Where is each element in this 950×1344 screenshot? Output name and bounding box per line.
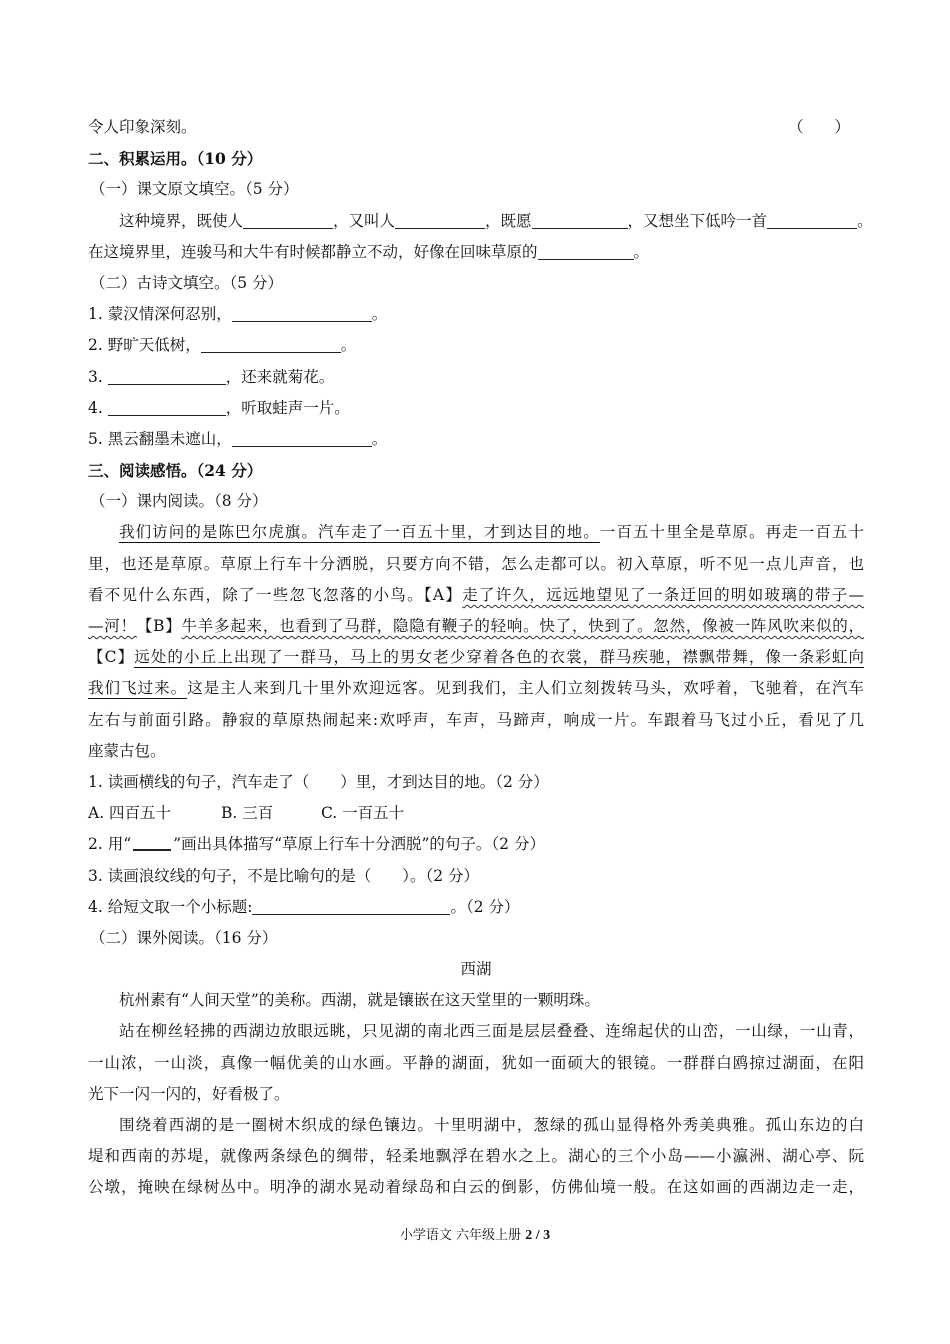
section-3-title: 三、阅读感悟。（24 分） <box>88 461 263 481</box>
text: ”画出具体描写“草原上行车十分洒脱”的句子。（2 分） <box>173 835 545 854</box>
section-2-1-title: （一）课文原文填空。（5 分） <box>90 180 299 199</box>
text: 4. <box>88 398 103 417</box>
article-line-5: 围绕着西湖的是一圈树木织成的绿色镶边。十里明湖中，葱绿的孤山显得格外秀美典雅。孤山东边的白 <box>119 1116 864 1134</box>
underlined-sentence-c: 远处的小丘上出现了一群马，马上的男女老少穿着各色的衣裳，群马疾驰，襟飘带舞，像一条彩虹向 <box>134 648 864 667</box>
article-line-6: 堤和西南的苏堤，就像两条绿色的绸带，轻柔地飘浮在碧水之上。湖心的三个小岛——小瀛洲、湖心亭、阮 <box>88 1147 864 1166</box>
wavy-sentence-a: 走了许久，远远地望见了一条迂回的明如玻璃的带子— <box>462 585 864 604</box>
article-title: 西湖 <box>460 960 492 979</box>
section-2-2-title: （二）古诗文填空。（5 分） <box>90 273 284 292</box>
text: 5. 黑云翻墨未遮山， <box>88 429 232 448</box>
underline-mark-symbol <box>133 833 171 851</box>
text: 看不见什么东西，除了一些忽飞忽落的小鸟。【A】 <box>88 585 463 604</box>
article-line-2: 站在柳丝轻拂的西湖边放眼远眺，只见湖的南北西三面是层层叠叠、连绵起伏的山峦，一山绿，一山青， <box>119 1022 864 1041</box>
answer-blank[interactable] <box>108 366 226 385</box>
text: 。 <box>633 242 650 261</box>
passage-line-8: 座蒙古包。 <box>88 741 166 760</box>
text: ，既愿 <box>485 211 532 230</box>
text: ，听取蛙声一片。 <box>225 398 350 417</box>
question-1: 1. 读画横线的句子，汽车走了（ ）里，才到达目的地。（2 分） <box>88 772 549 791</box>
fill-line-1 <box>88 206 873 237</box>
line-prev-end <box>88 112 864 143</box>
text: 在这境界里，连骏马和大牛有时候都静立不动，好像在回味草原的 <box>88 242 538 261</box>
option-b[interactable]: B. 三百 <box>221 804 274 823</box>
wavy-sentence-a-end: —河！ <box>88 617 137 635</box>
exam-page <box>88 112 873 1204</box>
answer-parenthesis: （ ） <box>787 118 850 136</box>
answer-blank[interactable] <box>538 241 634 260</box>
question-2 <box>88 829 864 860</box>
wavy-sentence-b: 牛羊多起来，也看到了马群，隐隐有鞭子的轻响。快了，快到了。忽然，像被一阵风吹来似的， <box>181 617 864 635</box>
answer-blank[interactable] <box>252 896 450 915</box>
marker-c: 【C】 <box>88 648 135 667</box>
passage-line-5 <box>88 642 864 673</box>
answer-blank[interactable] <box>232 428 372 447</box>
answer-blank[interactable] <box>532 210 628 229</box>
footer-text: 小学语文 六年级上册 <box>399 1228 526 1243</box>
section-3-1-title: （一）课内阅读。（8 分） <box>90 492 268 511</box>
text: ，还来就菊花。 <box>225 367 335 386</box>
poem-item-2 <box>88 330 864 361</box>
text: 这是主人来到几十里外欢迎远客。见到我们，主人们立刻拨转马头，欢呼着，飞驰着，在汽车 <box>187 679 864 698</box>
text: 。 <box>857 211 873 230</box>
text: 令人印象深刻。 <box>88 118 197 136</box>
option-c[interactable]: C. 一百五十 <box>321 804 405 823</box>
answer-blank[interactable] <box>767 210 857 229</box>
text: 。 <box>371 305 388 324</box>
text: 。 <box>371 429 388 448</box>
article-line-3: 一山浓，一山淡，真像一幅优美的山水画。平静的湖面，犹如一面硕大的银镜。一群群白鸥掠过湖面，在阳 <box>88 1053 864 1072</box>
section-3-2-title: （二）课外阅读。（16 分） <box>90 928 278 947</box>
text: 。 <box>340 336 357 355</box>
page-footer <box>0 1224 950 1244</box>
poem-item-5 <box>88 424 864 455</box>
answer-blank[interactable] <box>232 303 372 322</box>
fill-line-2 <box>88 237 864 268</box>
marker-b: 【B】 <box>136 617 182 635</box>
passage-line-7: 左右与前面引路。静寂的草原热闹起来:欢呼声，车声，马蹄声，响成一片。车跟着马飞过小丘，看见了几 <box>88 710 864 729</box>
poem-item-1 <box>88 299 864 330</box>
text: 2. 野旷天低树， <box>88 336 201 355</box>
text: ，又想坐下低吟一首 <box>627 211 768 230</box>
text: 2. 用“ <box>88 835 132 854</box>
passage-line-3 <box>88 580 864 611</box>
article-line-4: 光下一闪一闪的，好看极了。 <box>88 1084 290 1103</box>
answer-blank[interactable] <box>201 334 341 353</box>
text: 3. <box>88 367 103 386</box>
passage-line-4 <box>88 611 864 642</box>
question-4 <box>88 892 864 923</box>
text: 。（2 分） <box>450 897 520 916</box>
question-1-options <box>88 798 864 829</box>
answer-blank[interactable] <box>243 210 333 229</box>
poem-item-4 <box>88 393 864 424</box>
text: 4. 给短文取一个小标题: <box>88 897 253 916</box>
text: 一百五十里全是草原。再走一百五十 <box>599 523 864 542</box>
answer-blank[interactable] <box>395 210 485 229</box>
underlined-sentence: 我们访问的是陈巴尔虎旗。汽车走了一百五十里，才到达目的地。 <box>119 523 600 542</box>
poem-item-3 <box>88 362 864 393</box>
passage-line-1 <box>88 517 864 548</box>
passage-line-6 <box>88 673 864 704</box>
section-2-title: 二、积累运用。（10 分） <box>88 149 263 169</box>
passage-line-2: 里，也还是草原。草原上行车十分洒脱，只要方向不错，怎么走都可以。初入草原，听不见一点儿声音，也 <box>88 554 864 573</box>
underlined-sentence-c-end: 我们飞过来。 <box>88 679 188 698</box>
text: 这种境界，既使人 <box>119 211 244 230</box>
option-a[interactable]: A. 四百五十 <box>88 804 172 823</box>
page-number: 2 / 3 <box>525 1228 551 1243</box>
text: ，又叫人 <box>333 211 396 230</box>
article-line-7: 公墩，掩映在绿树丛中。明净的湖水晃动着绿岛和白云的倒影，仿佛仙境一般。在这如画的西湖边走一走， <box>88 1178 864 1197</box>
article-line-1: 杭州素有“人间天堂”的美称。西湖，就是镶嵌在这天堂里的一颗明珠。 <box>119 991 600 1010</box>
text: 1. 蒙汉情深何忍别， <box>88 305 232 324</box>
question-3: 3. 读画浪纹线的句子，不是比喻句的是（ ）。（2 分） <box>88 866 480 885</box>
answer-blank[interactable] <box>108 397 226 416</box>
